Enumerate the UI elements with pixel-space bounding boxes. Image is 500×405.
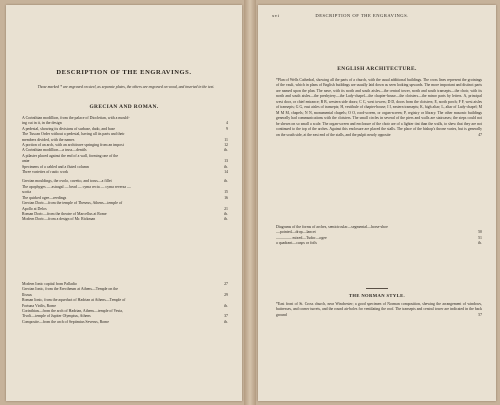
- entry-text: Grecian Ionic, from the Erectheum at Athens—Temple on the: [22, 287, 118, 292]
- entry-text: —pointed—drop—lancet: [276, 230, 316, 235]
- wells-plan-text: *Plan of Wells Cathedral, showing all the parts of a church, with the usual additional buildings. The cross lines represent the groinings of the vault, which in plans of English buildings are usually laid down as seen looking upwards. The more important and distinct parts are named upon the plan. The nave, with its north and south aisles—the central tower, north and south transepts—the choir, with its north and south aisles—the presbytery—the Lady-chapel—the chapter-house—the cloisters—the minor parts by letters. A, principal west door, or chief entrance; B B, western side doors; C C, west towers; D D, doors from the cloisters; E, north porch; F F, west aisles of transepts; G G, east aisles of transepts; H, vestibule of chapter-house; I I, eastern transepts; K, high altar; L, altar of Lady-chapel; M M M M, chapels; N N, monumental chapels; O O, rood-screen, or organ-screen; P, registry or library. The other masonic buildings generally had communications with the cloisters. The small circles in several of the piers and walls are staircases; the steps could not be shewn on so small a scale. The organ-screen and enclosure of the choir are of a lighter tint than the walls, to shew that they are not continued to the top of the arches. Against this enclosure are placed the stalls. The place of the bishop's throne varies, but is generally on the south side, at the east end of the stalls, and the pulpit nearly opposite: [276, 78, 482, 137]
- entry-text: ———— mixed—Tudor—ogee: [276, 235, 327, 240]
- entry-text: Apollo at Delos: [22, 206, 47, 211]
- engraving-note: Those marked * are engraved on steel, as separate plates, the others are engraved on wood, and inserted in the text.: [37, 85, 215, 89]
- engraving-list-a: [22, 116, 228, 223]
- entry-text: A pilaster placed against the end of a wall, forming one of the: [22, 153, 119, 158]
- page-title: DESCRIPTION OF THE ENGRAVINGS.: [56, 69, 192, 76]
- entry-page: ib.: [224, 217, 228, 222]
- entry-page: 12: [224, 143, 228, 148]
- engraving-entry: [22, 217, 228, 222]
- entry-text: A portion of an arch, with an architrave springing from an impost: [22, 143, 124, 148]
- entry-text: Tivoli—temple of Jupiter Olympius, Athens: [22, 314, 91, 319]
- entry-page: 37: [224, 314, 228, 319]
- entry-page: 21: [224, 206, 228, 211]
- entry-page: 9: [226, 126, 228, 131]
- section-heading-english: ENGLISH ARCHITECTURE.: [337, 66, 417, 72]
- entry-text: Grecian mouldings, the ovolo, cavetto, and torus—a fillet: [22, 179, 112, 184]
- entry-page: ib.: [224, 148, 228, 153]
- entry-text: The apophyges — astragal — bead — cyma recta — cyma reversa —: [22, 184, 131, 189]
- entry-text: Roman Ionic, from the aqueduct of Hadrian at Athens—Temple of: [22, 298, 126, 303]
- divider: [366, 288, 388, 289]
- entry-text: Diagrams of the forms of arches, semicircular—segmental—horse-shoe: [276, 225, 388, 229]
- arch-diagram-list: [276, 225, 482, 247]
- running-head: [272, 13, 482, 18]
- entry-page: ib.: [224, 164, 228, 169]
- book-gutter: [244, 0, 256, 405]
- entry-page: 29: [224, 292, 228, 297]
- engraving-list-b: [22, 282, 228, 325]
- entry-text: Fortuna Virilis, Rome: [22, 303, 56, 308]
- entry-page: ib.: [478, 241, 482, 246]
- right-page: [258, 5, 496, 401]
- entry-text: The Tuscan Order without a pedestal, having all its parts and their: [22, 132, 125, 137]
- wells-plan-page: 47: [478, 132, 482, 137]
- entry-text: Corinthian—from the arch of Hadrian, Athens—temple of Vesta,: [22, 309, 123, 314]
- entry-text: Specimens of a cabled and a fluted column: [22, 164, 89, 169]
- entry-page: 14: [224, 170, 228, 175]
- entry-text: The quirked ogee—reedings: [22, 195, 67, 200]
- entry-text: members divided, with the names: [22, 137, 75, 142]
- entry-page: 27: [224, 282, 228, 286]
- entry-text: A pedestal, showing its divisions of surbase, dado, and base: [22, 126, 115, 131]
- entry-page: ib.: [224, 179, 228, 184]
- wells-plan-description: [276, 78, 482, 138]
- left-page: [6, 5, 242, 401]
- st-cross-description: [276, 302, 482, 318]
- entry-text: a quadrant—cusps or foils: [276, 241, 317, 246]
- entry-page: ib.: [224, 211, 228, 216]
- entry-text: Composite—from the arch of Septimius Severus, Rome: [22, 319, 109, 324]
- entry-text: Three varieties of rustic work: [22, 170, 69, 175]
- entry-text: Grecian Doric—from the temple of Theseus, Athens—temple of: [22, 201, 123, 206]
- entry-text: A Corinthian modillion, from the palace of Diocletian, with a mould-: [22, 116, 130, 120]
- entry-page: 50: [478, 230, 482, 235]
- page-number: xvi: [272, 13, 280, 18]
- entry-text: Ilissus: [22, 292, 32, 297]
- entry-page: 13: [224, 159, 228, 164]
- section-heading-grecian-roman: GRECIAN AND ROMAN.: [89, 104, 159, 110]
- entry-text: A Corinthian modillion—a truss—dentils: [22, 148, 87, 153]
- entry-text: antæ: [22, 159, 30, 164]
- engraving-entry: [22, 170, 228, 175]
- entry-page: 11: [224, 137, 228, 142]
- entry-page: ib.: [224, 303, 228, 308]
- st-cross-page: 57: [478, 312, 482, 317]
- running-title: DESCRIPTION OF THE ENGRAVINGS.: [315, 13, 409, 18]
- entry-text: ing cut in it, in the design: [22, 121, 62, 126]
- entry-page: 16: [224, 195, 228, 200]
- entry-text: Modern Doric—from a design of Mr. Rickman: [22, 217, 96, 222]
- engraving-entry: [22, 320, 228, 325]
- entry-page: 4: [226, 121, 228, 126]
- entry-page: 15: [224, 190, 228, 195]
- entry-text: scotia: [22, 190, 32, 195]
- engraving-entry: [276, 241, 482, 246]
- entry-text: Roman Doric—from the theatre of Marcellus at Rome: [22, 211, 107, 216]
- st-cross-text: *East front of St. Cross church, near Winchester; a good specimen of Norman composition, shewing the arrangement of windows, buttresses, and corner turrets, and the round air-holes for ventilating the roof. The transepts and central tower are indicated in the back ground: [276, 302, 482, 317]
- entry-page: ib.: [224, 319, 228, 324]
- entry-text: Modern Ionic capital from Palladio: [22, 282, 77, 286]
- section-heading-norman: THE NORMAN STYLE.: [348, 293, 406, 298]
- entry-page: 51: [478, 235, 482, 240]
